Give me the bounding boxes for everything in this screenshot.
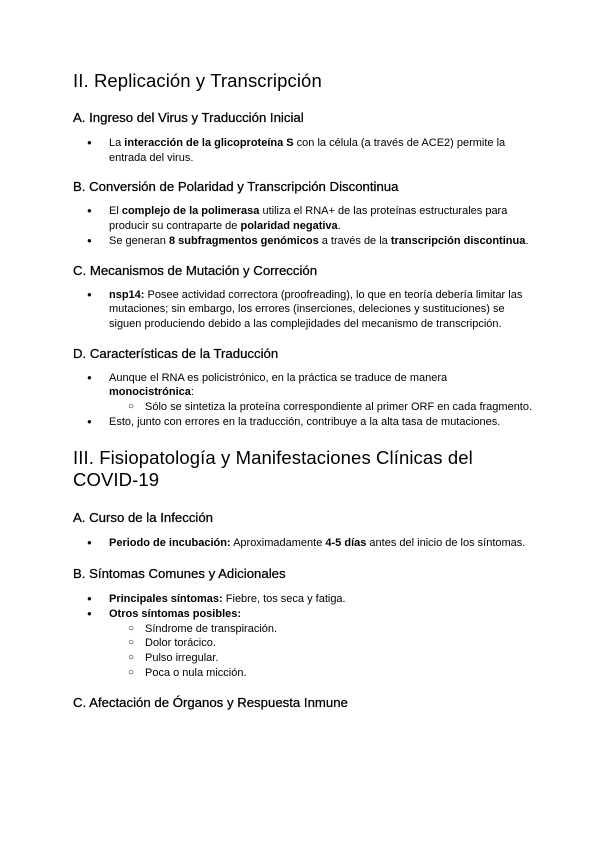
list-item: ● Aunque el RNA es policistrónico, en la práctica se traduce de manera monocistrónica: bbox=[73, 371, 533, 400]
list-item: ● Periodo de incubación: Aproximadamente 4-5 días antes del inicio de los síntomas. bbox=[73, 536, 533, 551]
subsection-3a-heading: A. Curso de la Infección bbox=[73, 510, 214, 526]
list-item: ● Otros síntomas posibles: bbox=[73, 607, 533, 622]
sub-list-item: ○ Dolor torácico. bbox=[73, 636, 533, 651]
section-2-title: II. Replicación y Transcripción bbox=[73, 70, 322, 91]
list-item: ● Se generan 8 subfragmentos genómicos a través de la transcripción discontinua. bbox=[73, 234, 533, 249]
list-item: ● nsp14: Posee actividad correctora (proofreading), lo que en teoría debería limitar las mutaciones; sin embargo, los errores (inserciones, deleciones y sustituciones) se siguen produciendo debido a las complejidades del mecanismo de transcripción. bbox=[73, 288, 533, 332]
sub-list-item: ○ Sólo se sintetiza la proteína correspondiente al primer ORF en cada fragmento. bbox=[73, 400, 533, 415]
subsection-2a-list bbox=[73, 136, 533, 165]
section-3-title: III. Fisiopatología y Manifestaciones Clínicas del COVID-19 bbox=[73, 447, 473, 491]
list-item: ● La interacción de la glicoproteína S con la célula (a través de ACE2) permite la entrada del virus. bbox=[73, 136, 533, 165]
subsection-2a-heading: A. Ingreso del Virus y Traducción Inicial bbox=[73, 110, 304, 125]
list-item: ● El complejo de la polimerasa utiliza el RNA+ de las proteínas estructurales para producir su contraparte de polaridad negativa. bbox=[73, 204, 533, 233]
subsection-2c-list bbox=[73, 288, 533, 332]
subsection-3a-list bbox=[73, 536, 533, 551]
subsection-2d-list bbox=[73, 371, 533, 430]
sub-list-item: ○ Pulso irregular. bbox=[73, 651, 533, 666]
sub-list-item: ○ Poca o nula micción. bbox=[73, 666, 533, 681]
subsection-3b-heading: B. Síntomas Comunes y Adicionales bbox=[73, 566, 286, 582]
subsection-2c-heading: C. Mecanismos de Mutación y Corrección bbox=[73, 262, 318, 278]
subsection-3c-heading: C. Afectación de Órganos y Respuesta Inmune bbox=[73, 695, 348, 711]
subsection-2b-list bbox=[73, 204, 533, 248]
list-item: ● Principales síntomas: Fiebre, tos seca y fatiga. bbox=[73, 592, 533, 607]
list-item: ● Esto, junto con errores en la traducción, contribuye a la alta tasa de mutaciones. bbox=[73, 415, 533, 430]
subsection-3b-list bbox=[73, 592, 533, 680]
subsection-2b-heading: B. Conversión de Polaridad y Transcripción Discontinua bbox=[73, 179, 399, 195]
sub-list-item: ○ Síndrome de transpiración. bbox=[73, 622, 533, 637]
subsection-2d-heading: D. Características de la Traducción bbox=[73, 345, 279, 361]
page-content bbox=[73, 70, 533, 711]
